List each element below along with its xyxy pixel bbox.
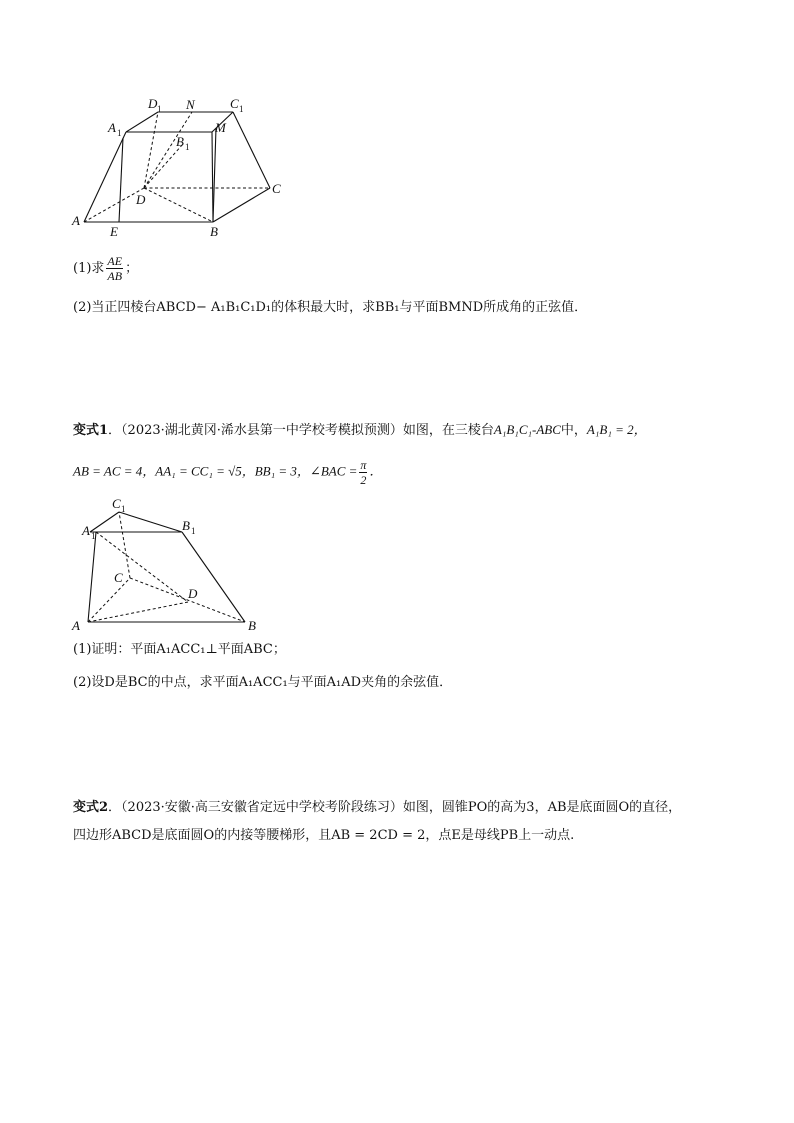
label-A: A: [72, 213, 80, 228]
svg-text:1: 1: [239, 104, 244, 114]
variant2-line1: 变式2．（2023·安徽·高三安徽省定远中学校考阶段练习）如图，圆锥PO的高为3，AB是底面圆O的直径，: [73, 800, 682, 815]
variant2-line2: 四边形ABCD是底面圆O的内接等腰梯形，且AB = 2CD = 2，点E是母线PB上一动点.: [73, 828, 575, 843]
variant1-line1: 变式1．（2023·湖北黄冈·浠水县第一中学校考模拟预测）如图，在三棱台A₁B₁C₁-ABC中，A₁B₁ = 2，: [73, 422, 647, 438]
label-B: B: [210, 224, 218, 239]
label-A1: A: [108, 120, 116, 135]
svg-text:1: 1: [121, 504, 126, 514]
label-E: E: [110, 224, 118, 239]
variant1-part1: (1)证明：平面A₁ACC₁⊥平面ABC；: [73, 642, 286, 657]
label-A: A: [72, 618, 80, 633]
q1-part1: (1)求 $\frac{AE}{AB}$ ；: [73, 254, 139, 283]
label-B1: B: [182, 518, 190, 533]
fraction-ae-ab: $\frac{AE}{AB}$: [107, 254, 123, 283]
label-C1: C: [112, 496, 121, 511]
svg-text:1: 1: [157, 104, 162, 114]
svg-text:1: 1: [191, 526, 196, 536]
q1-part2: (2)当正四棱台ABCD− A₁B₁C₁D₁的体积最大时，求BB₁与平面BMND所成角的正弦值．: [73, 300, 588, 315]
variant2-title: 变式2: [73, 800, 109, 815]
label-D1: D: [148, 96, 158, 111]
svg-text:1: 1: [185, 142, 190, 152]
label-M: M: [215, 120, 226, 135]
label-C1: C: [230, 96, 239, 111]
svg-text:1: 1: [91, 531, 96, 541]
figure-frustum-2: [68, 492, 268, 637]
variant1-part2: (2)设D是BC的中点，求平面A₁ACC₁与平面A₁AD夹角的余弦值．: [73, 675, 453, 690]
svg-text:1: 1: [117, 128, 122, 138]
label-D: D: [136, 192, 146, 207]
figure-frustum-1: [60, 92, 300, 242]
variant1-title: 变式1: [73, 423, 109, 438]
fraction-pi-2: $\frac{\pi}{2}$: [360, 458, 367, 487]
label-A1: A: [82, 523, 90, 538]
label-C: C: [114, 570, 123, 585]
label-N: N: [186, 97, 195, 112]
label-D: D: [188, 586, 198, 601]
label-B: B: [248, 618, 256, 633]
label-C: C: [272, 181, 281, 196]
label-B1: B: [176, 134, 184, 149]
variant1-line2: AB = AC = 4，AA₁ = CC₁ = √5，BB₁ = 3，∠BAC = $\frac{\pi}{2}$ ．: [73, 458, 383, 487]
